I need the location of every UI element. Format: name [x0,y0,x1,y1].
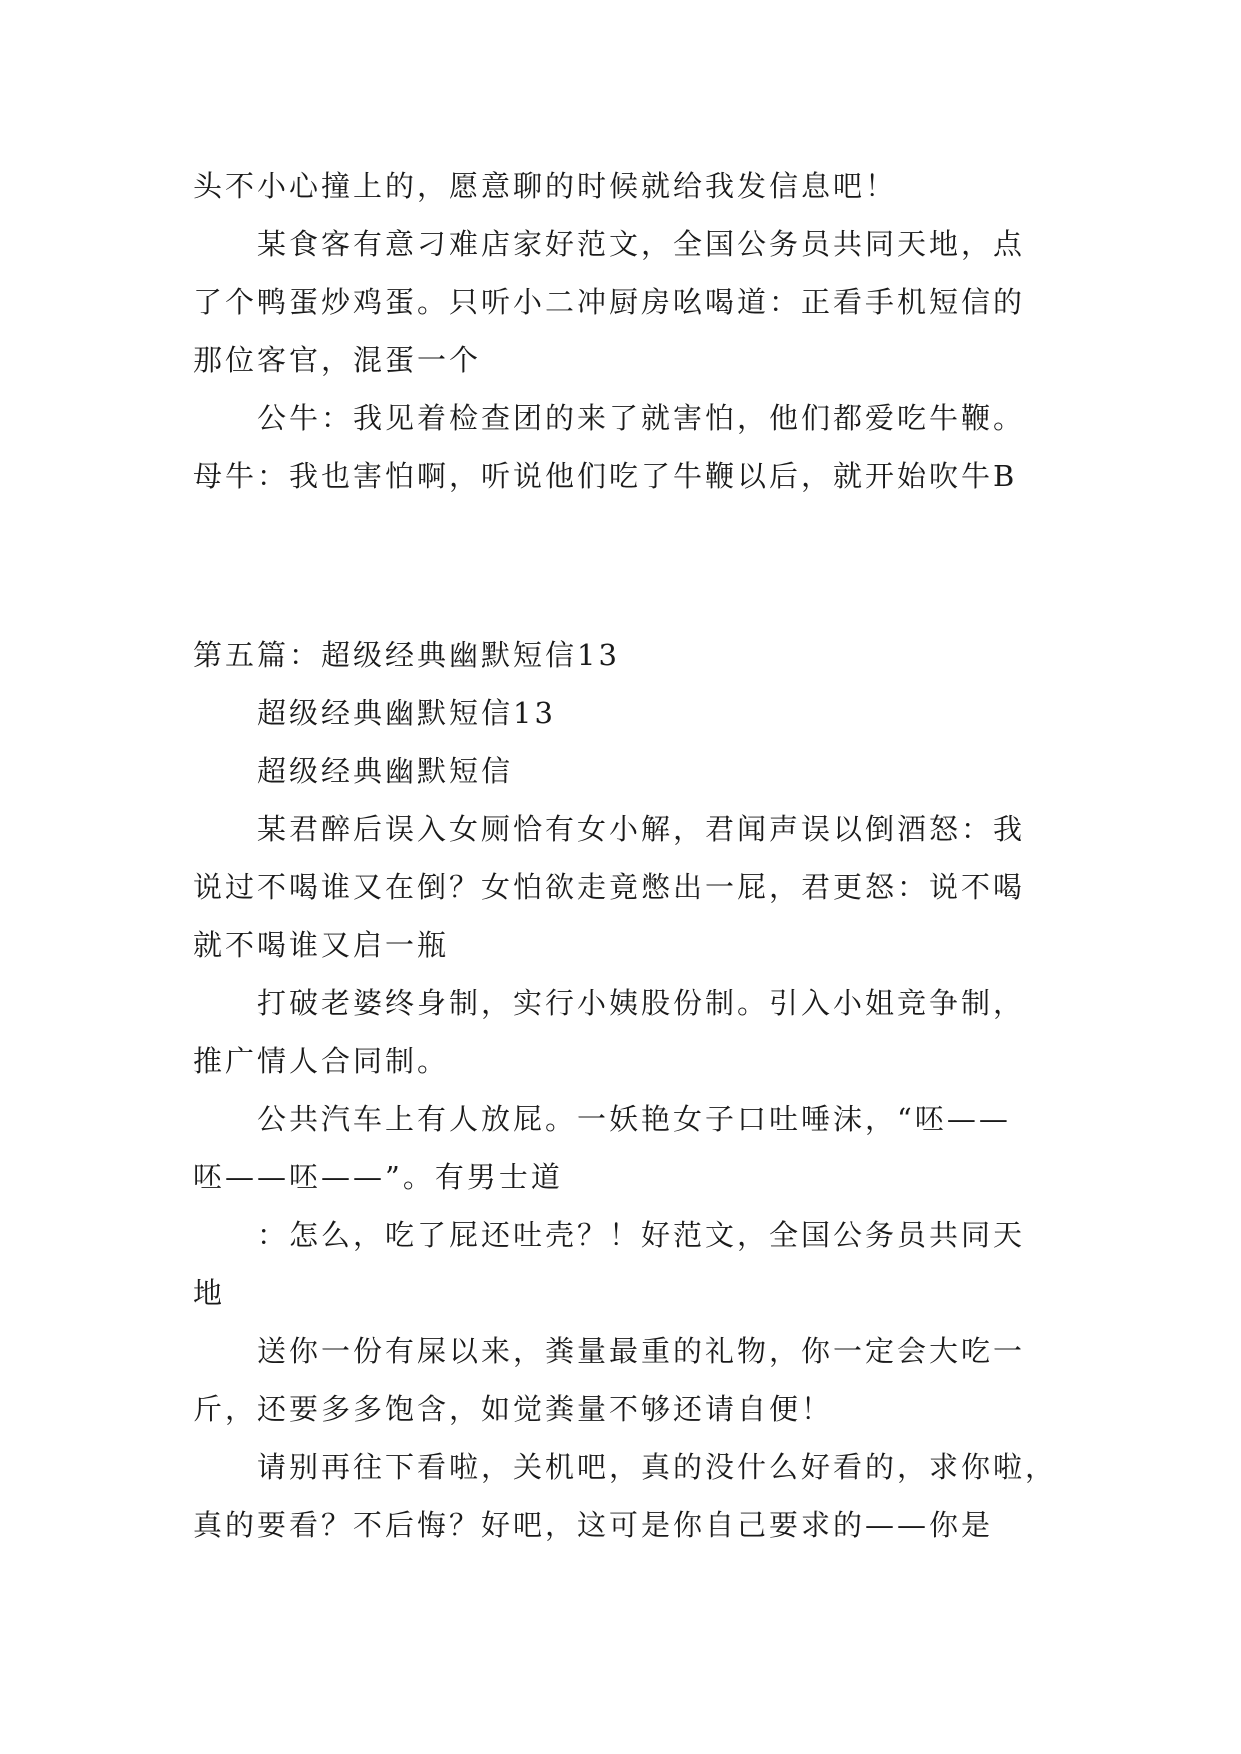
section-five [193,626,1058,1554]
text-line: 推广情人合同制。 [193,1044,450,1078]
text-line: 说过不喝谁又在倒？女怕欲走竟憋出一屁，君更怒：说不喝 [193,870,1026,904]
text-line: 真的要看？不后悔？好吧，这可是你自己要求的——你是 [193,1508,994,1542]
text-line: 超级经典幽默短信 [257,754,514,788]
text-line: 母牛：我也害怕啊，听说他们吃了牛鞭以后，就开始吹牛B [193,459,1018,493]
paragraph-continuation [193,447,1053,505]
paragraph-continuation [193,1496,1053,1554]
paragraph [193,684,1053,742]
paragraph [193,742,1053,800]
text-line: 公牛：我见着检查团的来了就害怕，他们都爱吃牛鞭。 [257,401,1026,435]
text-line: 头不小心撞上的，愿意聊的时候就给我发信息吧！ [193,169,898,203]
paragraph [193,1322,1053,1380]
text-line: ：怎么，吃了屁还吐壳？！好范文，全国公务员共同天 [257,1218,1026,1252]
text-line: 某食客有意刁难店家好范文，全国公务员共同天地，点 [257,227,1026,261]
heading-text: 第五篇：超级经典幽默短信13 [193,638,620,672]
paragraph [193,1438,1058,1496]
paragraph [193,1206,1053,1264]
text-line: 超级经典幽默短信13 [257,696,556,730]
text-line: 公共汽车上有人放屁。一妖艳女子口吐唾沫，“呸—— [257,1102,1011,1136]
text-line: 那位客官，混蛋一个 [193,343,482,377]
paragraph [193,800,1053,858]
paragraph-continuation [193,1264,1053,1322]
text-line: 打破老婆终身制，实行小姨股份制。引入小姐竞争制， [257,986,1026,1020]
text-line: 了个鸭蛋炒鸡蛋。只听小二冲厨房吆喝道：正看手机短信的 [193,285,1026,319]
section-heading [193,626,1053,684]
section-previous [193,157,1053,505]
paragraph [193,157,1053,215]
paragraph-continuation [193,273,1053,389]
paragraph [193,389,1053,447]
paragraph-continuation [193,1380,1053,1438]
paragraph [193,215,1053,273]
paragraph [193,974,1053,1032]
paragraph [193,1090,1053,1148]
text-line: 斤，还要多多饱含，如觉粪量不够还请自便！ [193,1392,834,1426]
text-line: 请别再往下看啦，关机吧，真的没什么好看的，求你啦， [257,1450,1058,1484]
paragraph-continuation [193,1032,1053,1090]
text-line: 呸——呸——”。有男士道 [193,1160,563,1194]
text-line: 送你一份有屎以来，粪量最重的礼物，你一定会大吃一 [257,1334,1026,1368]
text-line: 地 [193,1276,226,1310]
paragraph-continuation [193,858,1053,974]
text-line: 就不喝谁又启一瓶 [193,928,450,962]
text-line: 某君醉后误入女厕恰有女小解，君闻声误以倒酒怒：我 [257,812,1026,846]
paragraph-continuation [193,1148,1053,1206]
